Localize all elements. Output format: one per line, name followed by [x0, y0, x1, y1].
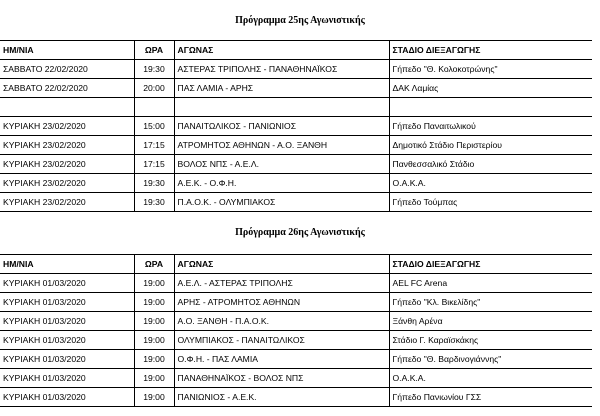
row-match: Π.Α.Ο.Κ. - ΟΛΥΜΠΙΑΚΟΣ	[174, 193, 389, 212]
header-match: ΑΓΩΝΑΣ	[174, 255, 389, 274]
row-venue: ΔΑΚ Λαμίας	[389, 79, 592, 98]
row-match: ΑΡΗΣ - ΑΤΡΟΜΗΤΟΣ ΑΘΗΝΩΝ	[174, 293, 389, 312]
row-time: 19:30	[134, 174, 174, 193]
row-venue: Γήπεδο "Θ. Κολοκοτρώνης"	[389, 60, 592, 79]
row-time: 19:00	[134, 312, 174, 331]
row-date: ΚΥΡΙΑΚΗ 01/03/2020	[0, 388, 134, 407]
table-row	[0, 350, 592, 369]
row-date: ΣΑΒΒΑΤΟ 22/02/2020	[0, 60, 134, 79]
row-date: ΚΥΡΙΑΚΗ 01/03/2020	[0, 369, 134, 388]
row-match: ΠΑΣ ΛΑΜΙΑ - ΑΡΗΣ	[174, 79, 389, 98]
table-row	[0, 155, 592, 174]
row-date: ΚΥΡΙΑΚΗ 23/02/2020	[0, 136, 134, 155]
row-date: ΚΥΡΙΑΚΗ 01/03/2020	[0, 331, 134, 350]
spacer-cell	[389, 98, 592, 117]
row-match: ΠΑΝΑΙΤΩΛΙΚΟΣ - ΠΑΝΙΩΝΙΟΣ	[174, 117, 389, 136]
row-time: 19:00	[134, 350, 174, 369]
row-time: 19:30	[134, 60, 174, 79]
spacer-cell	[0, 98, 134, 117]
round-25-title: Πρόγραμμα 25ης Αγωνιστικής	[235, 15, 365, 26]
round-26-table	[0, 254, 592, 407]
row-match: ΠΑΝΑΘΗΝΑΪΚΟΣ - ΒΟΛΟΣ ΝΠΣ	[174, 369, 389, 388]
row-date: ΚΥΡΙΑΚΗ 23/02/2020	[0, 117, 134, 136]
row-venue: Δημοτικό Στάδιο Περιστερίου	[389, 136, 592, 155]
row-date: ΚΥΡΙΑΚΗ 23/02/2020	[0, 174, 134, 193]
table-row	[0, 293, 592, 312]
table-row	[0, 369, 592, 388]
row-time: 19:00	[134, 293, 174, 312]
row-venue: Ξάνθη Αρένα	[389, 312, 592, 331]
header-venue: ΣΤΑΔΙΟ ΔΙΕΞΑΓΩΓΗΣ	[389, 255, 592, 274]
header-time: ΩΡΑ	[134, 41, 174, 60]
row-venue: Ο.Α.Κ.Α.	[389, 369, 592, 388]
row-match: Α.Ε.Λ. - ΑΣΤΕΡΑΣ ΤΡΙΠΟΛΗΣ	[174, 274, 389, 293]
row-venue: Γήπεδο "Κλ. Βικελίδης"	[389, 293, 592, 312]
row-date: ΣΑΒΒΑΤΟ 22/02/2020	[0, 79, 134, 98]
table-header-row	[0, 255, 592, 274]
row-time: 20:00	[134, 79, 174, 98]
row-date: ΚΥΡΙΑΚΗ 23/02/2020	[0, 155, 134, 174]
table-row	[0, 331, 592, 350]
row-date: ΚΥΡΙΑΚΗ 01/03/2020	[0, 274, 134, 293]
row-venue: Πανθεσσαλικό Στάδιο	[389, 155, 592, 174]
row-match: ΒΟΛΟΣ ΝΠΣ - Α.Ε.Λ.	[174, 155, 389, 174]
table-row	[0, 79, 592, 98]
table-row	[0, 136, 592, 155]
row-date: ΚΥΡΙΑΚΗ 01/03/2020	[0, 350, 134, 369]
row-date: ΚΥΡΙΑΚΗ 01/03/2020	[0, 293, 134, 312]
table-row	[0, 312, 592, 331]
row-match: Α.Ε.Κ. - Ο.Φ.Η.	[174, 174, 389, 193]
row-venue: AEL FC Arena	[389, 274, 592, 293]
row-time: 19:00	[134, 369, 174, 388]
row-date: ΚΥΡΙΑΚΗ 23/02/2020	[0, 193, 134, 212]
spacer-cell	[174, 98, 389, 117]
row-match: Α.Ο. ΞΑΝΘΗ - Π.Α.Ο.Κ.	[174, 312, 389, 331]
row-venue: Στάδιο Γ. Καραϊσκάκης	[389, 331, 592, 350]
header-date: ΗΜ/ΝΙΑ	[0, 255, 134, 274]
row-time: 19:30	[134, 193, 174, 212]
row-venue: Γήπεδο Παναιτωλικού	[389, 117, 592, 136]
row-match: ΑΤΡΟΜΗΤΟΣ ΑΘΗΝΩΝ - Α.Ο. ΞΑΝΘΗ	[174, 136, 389, 155]
table-row	[0, 388, 592, 407]
row-match: ΑΣΤΕΡΑΣ ΤΡΙΠΟΛΗΣ - ΠΑΝΑΘΗΝΑΪΚΟΣ	[174, 60, 389, 79]
header-match: ΑΓΩΝΑΣ	[174, 41, 389, 60]
round-25-table	[0, 40, 592, 212]
row-match: Ο.Φ.Η. - ΠΑΣ ΛΑΜΙΑ	[174, 350, 389, 369]
spacer-cell	[134, 98, 174, 117]
row-time: 19:00	[134, 388, 174, 407]
row-match: ΠΑΝΙΩΝΙΟΣ - Α.Ε.Κ.	[174, 388, 389, 407]
row-date: ΚΥΡΙΑΚΗ 01/03/2020	[0, 312, 134, 331]
header-date: ΗΜ/ΝΙΑ	[0, 41, 134, 60]
table-header-row	[0, 41, 592, 60]
row-time: 17:15	[134, 136, 174, 155]
row-time: 19:00	[134, 331, 174, 350]
round-26-title: Πρόγραμμα 26ης Αγωνιστικής	[235, 227, 365, 238]
table-row	[0, 193, 592, 212]
table-row	[0, 117, 592, 136]
header-venue: ΣΤΑΔΙΟ ΔΙΕΞΑΓΩΓΗΣ	[389, 41, 592, 60]
header-time: ΩΡΑ	[134, 255, 174, 274]
row-venue: Γήπεδο Πανιωνίου ΓΣΣ	[389, 388, 592, 407]
table-row	[0, 174, 592, 193]
row-venue: Ο.Α.Κ.Α.	[389, 174, 592, 193]
table-row	[0, 60, 592, 79]
row-time: 17:15	[134, 155, 174, 174]
row-time: 19:00	[134, 274, 174, 293]
row-time: 15:00	[134, 117, 174, 136]
row-venue: Γήπεδο "Θ. Βαρδινογιάννης"	[389, 350, 592, 369]
row-venue: Γήπεδο Τούμπας	[389, 193, 592, 212]
spacer-row	[0, 98, 592, 117]
row-match: ΟΛΥΜΠΙΑΚΟΣ - ΠΑΝΑΙΤΩΛΙΚΟΣ	[174, 331, 389, 350]
table-row	[0, 274, 592, 293]
